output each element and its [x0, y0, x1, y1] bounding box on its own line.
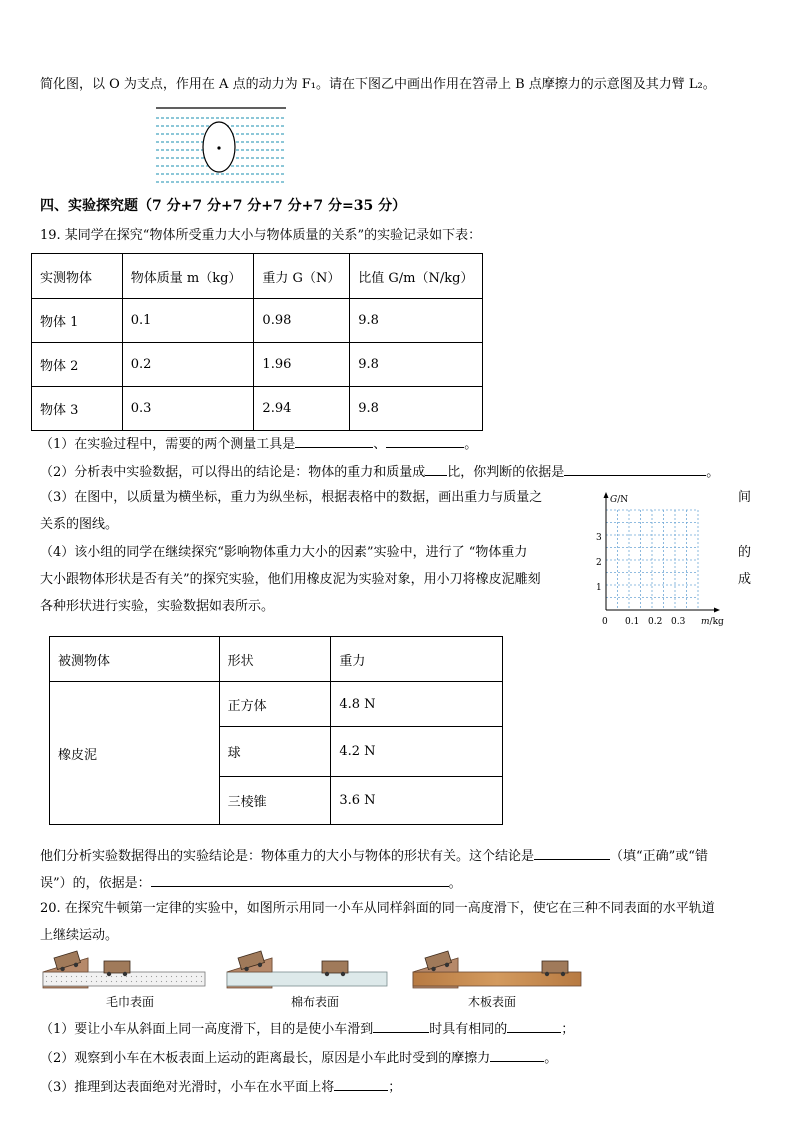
table-cell: 球	[219, 727, 331, 777]
header-cell: 比值 G/m（N/kg）	[350, 254, 483, 299]
q20-stem-b: 上继续运动。	[40, 928, 119, 943]
x-axis-label: m/kg	[701, 617, 724, 627]
q20-part1: （1）要让小车从斜面上同一高度滑下，目的是使小车滑到 时具有相同的 ；	[40, 1019, 574, 1039]
answer-blank[interactable]	[373, 1019, 429, 1033]
x-tick-label: 0.3	[671, 617, 686, 627]
answer-blank[interactable]	[151, 873, 449, 887]
cotton-ramp	[227, 951, 387, 988]
table-cell: 9.8	[350, 299, 483, 343]
table-cell: 物体 2	[32, 343, 123, 387]
answer-blank[interactable]	[386, 434, 464, 448]
q19-part3-a-end: 间	[738, 490, 752, 505]
surface-label: 木板表面	[468, 995, 517, 1009]
table-row	[32, 343, 483, 387]
intro-line: 简化图，以 O 为支点，作用在 A 点的动力为 F₁。请在下图乙中画出作用在笤帚上 B 点摩擦力的示意图及其力臂 L₂。	[40, 77, 716, 92]
shape-weight-table	[49, 636, 503, 825]
answer-blank[interactable]	[534, 846, 610, 860]
broom-figure	[150, 104, 290, 190]
table-cell: 0.3	[122, 387, 254, 431]
table-row	[50, 682, 503, 727]
towel-ramp	[43, 951, 205, 988]
q19-part4-b-end: 成	[738, 572, 752, 587]
surface-label: 棉布表面	[291, 995, 340, 1009]
header-cell: 被测物体	[50, 637, 220, 682]
table-cell: 1.96	[254, 343, 350, 387]
y-tick-label: 2	[596, 558, 602, 568]
wood-ramp	[413, 951, 581, 988]
conclusion-line-2: 误”）的，依据是： 。	[40, 873, 462, 893]
answer-blank[interactable]	[507, 1019, 561, 1033]
q19-part4-a: （4）该小组的同学在继续探究“影响物体重力大小的因素”实验中，进行了 “物体重力	[40, 545, 528, 560]
q19-part2: （2）分析表中实验数据，可以得出的结论是：物体的重力和质量成 比，你判断的依据是 。	[40, 462, 719, 482]
y-tick-label: 1	[596, 583, 602, 593]
q20-part2: （2）观察到小车在木板表面上运动的距离最长，原因是小车此时受到的摩擦力 。	[40, 1048, 557, 1068]
table-cell: 橡皮泥	[50, 682, 220, 825]
table-cell: 物体 1	[32, 299, 123, 343]
y-axis-arrow-icon	[604, 492, 609, 498]
q20-part3: （3）推理到达表面绝对光滑时，小车在水平面上将 ；	[40, 1077, 401, 1097]
q19-part3-a: （3）在图中，以质量为横坐标，重力为纵坐标，根据表格中的数据，画出重力与质量之	[40, 490, 543, 505]
conclusion-line-1: 他们分析实验数据得出的实验结论是：物体重力的大小与物体的形状有关。这个结论是 （填“正确”或“错	[40, 846, 708, 866]
header-cell: 物体质量 m（kg）	[122, 254, 254, 299]
answer-blank[interactable]	[295, 434, 373, 448]
table-cell: 4.8 N	[331, 682, 503, 727]
q19-part1: （1）在实验过程中，需要的两个测量工具是 、 。	[40, 434, 477, 454]
y-tick-label: 3	[596, 533, 602, 543]
x-tick-label: 0.2	[648, 617, 663, 627]
q20-stem-a: 20. 在探究牛顿第一定律的实验中，如图所示用同一小车从同样斜面的同一高度滑下，使它在三种不同表面的水平轨道	[40, 901, 715, 916]
table-cell: 2.94	[254, 387, 350, 431]
table-cell: 三棱锥	[219, 777, 331, 825]
blank-graph[interactable]	[590, 488, 740, 630]
x-tick-label: 0.1	[625, 617, 640, 627]
table-cell: 9.8	[350, 343, 483, 387]
x-axis-arrow-icon	[714, 608, 720, 613]
table-cell: 物体 3	[32, 387, 123, 431]
table-cell: 4.2 N	[331, 727, 503, 777]
table-cell: 0.98	[254, 299, 350, 343]
y-axis-label: G/N	[610, 495, 629, 505]
table-cell: 0.2	[122, 343, 254, 387]
answer-blank[interactable]	[425, 462, 447, 476]
q19-part4-b: 大小跟物体形状是否有关”的探究实验，他们用橡皮泥为实验对象，用小刀将橡皮泥雕刻	[40, 572, 541, 587]
surface-label: 毛巾表面	[106, 995, 155, 1009]
table-cell: 0.1	[122, 299, 254, 343]
answer-blank[interactable]	[490, 1048, 544, 1062]
section-title: 四、实验探究题（7 分+7 分+7 分+7 分+7 分=35 分）	[40, 198, 407, 214]
table-row	[32, 299, 483, 343]
q19-part4-a-end: 的	[738, 545, 752, 560]
header-cell: 重力 G（N）	[254, 254, 350, 299]
q19-stem: 19. 某同学在探究“物体所受重力大小与物体质量的关系”的实验记录如下表：	[40, 228, 482, 243]
ramps-figure	[40, 950, 590, 1012]
header-cell: 重力	[331, 637, 503, 682]
table-row	[32, 387, 483, 431]
header-cell: 形状	[219, 637, 331, 682]
q19-part3-b: 关系的图线。	[40, 517, 119, 532]
header-cell: 实测物体	[32, 254, 123, 299]
table-cell: 3.6 N	[331, 777, 503, 825]
x-tick-label: 0	[602, 617, 608, 627]
q19-part4-c: 各种形状进行实验，实验数据如表所示。	[40, 599, 275, 614]
answer-blank[interactable]	[564, 462, 706, 476]
answer-blank[interactable]	[334, 1077, 388, 1091]
table-cell: 9.8	[350, 387, 483, 431]
mass-weight-table	[31, 253, 483, 431]
table-cell: 正方体	[219, 682, 331, 727]
